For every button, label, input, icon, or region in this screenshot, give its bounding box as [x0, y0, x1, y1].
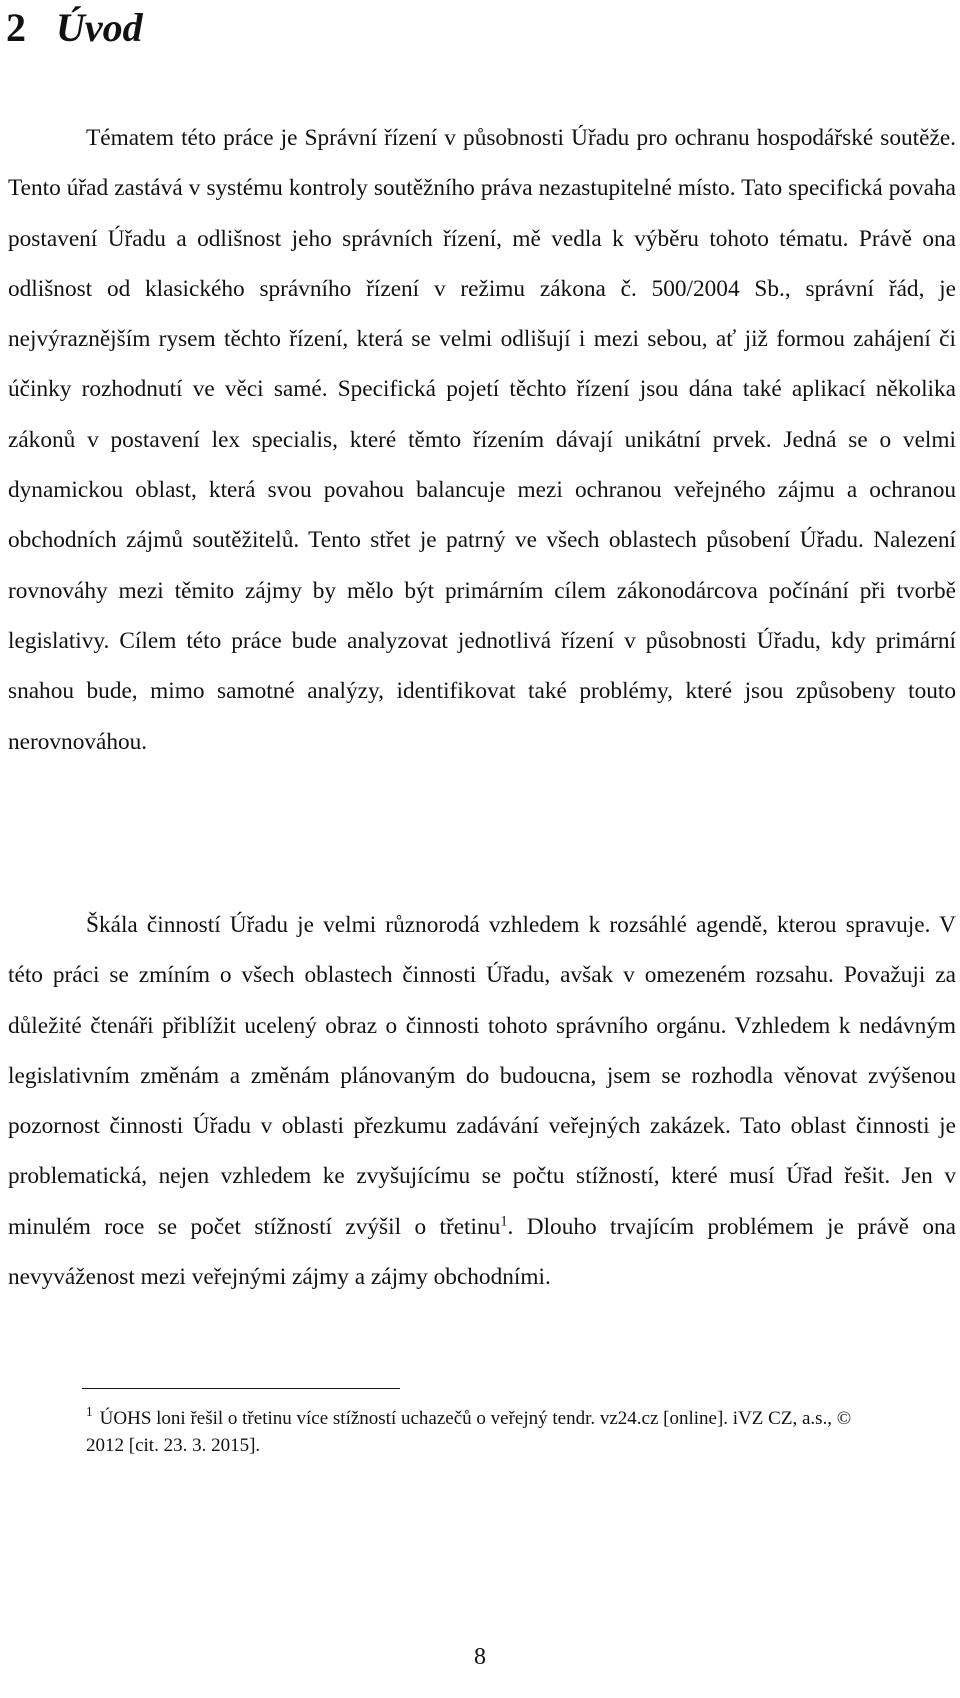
paragraph-2-text-end: . Dlouho trvajícím problémem je právě ona nevyváženost mezi veřejnými zájmy a zájmy obchodními. [8, 1213, 956, 1291]
paragraph-2-text-start: Škála činností Úřadu je velmi různorodá vzhledem k rozsáhlé agendě, kterou spravuje. V této práci se zmíním o všech oblastech činnosti Úřadu, avšak v omezeném rozsahu. Považuji za důležité čtenáři přiblížit ucelený obraz o činnosti tohoto správního orgánu. Vzhledem k nedávným legislativním změnám a změnám plánovaným do budoucna, jsem se rozhodla věnovat zvýšenou pozornost činnosti Úřadu v oblasti přezkumu zadávání veřejných zakázek. Tato oblast činnosti je problematická, nejen vzhledem ke zvyšujícímu se počtu stížností, které musí Úřad řešit. Jen v minulém roce se počet stížností zvýšil o třetinu [8, 912, 956, 1240]
chapter-number: 2 [6, 5, 26, 50]
footnote-marker: 1 [86, 1404, 93, 1420]
footnote-separator [82, 1388, 400, 1389]
footnote-reference: 1 [500, 1213, 508, 1230]
chapter-heading [6, 4, 143, 52]
intro-paragraph-2 [8, 900, 956, 1302]
footnote [86, 1405, 886, 1459]
chapter-title: Úvod [56, 5, 143, 50]
intro-paragraph-1: Tématem této práce je Správní řízení v působnosti Úřadu pro ochranu hospodářské soutěže. Tento úřad zastává v systému kontroly soutěžního práva nezastupitelné místo. Tato specifická povaha postavení Úřadu a odlišnost jeho správních řízení, mě vedla k výběru tohoto tématu. Právě ona odlišnost od klasického správního řízení v režimu zákona č. 500/2004 Sb., správní řád, je nejvýraznějším rysem těchto řízení, která se velmi odlišují i mezi sebou, ať již formou zahájení či účinky rozhodnutí ve věci samé. Specifická pojetí těchto řízení jsou dána také aplikací několika zákonů v postavení lex specialis, které těmto řízením dávají unikátní prvek. Jedná se o velmi dynamickou oblast, která svou povahou balancuje mezi ochranou veřejného zájmu a ochranou obchodních zájmů soutěžitelů. Tento střet je patrný ve všech oblastech působení Úřadu. Nalezení rovnováhy mezi těmito zájmy by mělo být primárním cílem zákonodárcova počínání při tvorbě legislativy. Cílem této práce bude analyzovat jednotlivá řízení v působnosti Úřadu, kdy primární snahou bude, mimo samotné analýzy, identifikovat také problémy, které jsou způsobeny touto nerovnováhou. [8, 125, 956, 755]
page-number: 8 [474, 1644, 486, 1670]
footnote-text: ÚOHS loni řešil o třetinu více stížností uchazečů o veřejný tendr. vz24.cz [online]. iVZ CZ, a.s., © 2012 [cit. 23. 3. 2015]. [86, 1408, 852, 1456]
